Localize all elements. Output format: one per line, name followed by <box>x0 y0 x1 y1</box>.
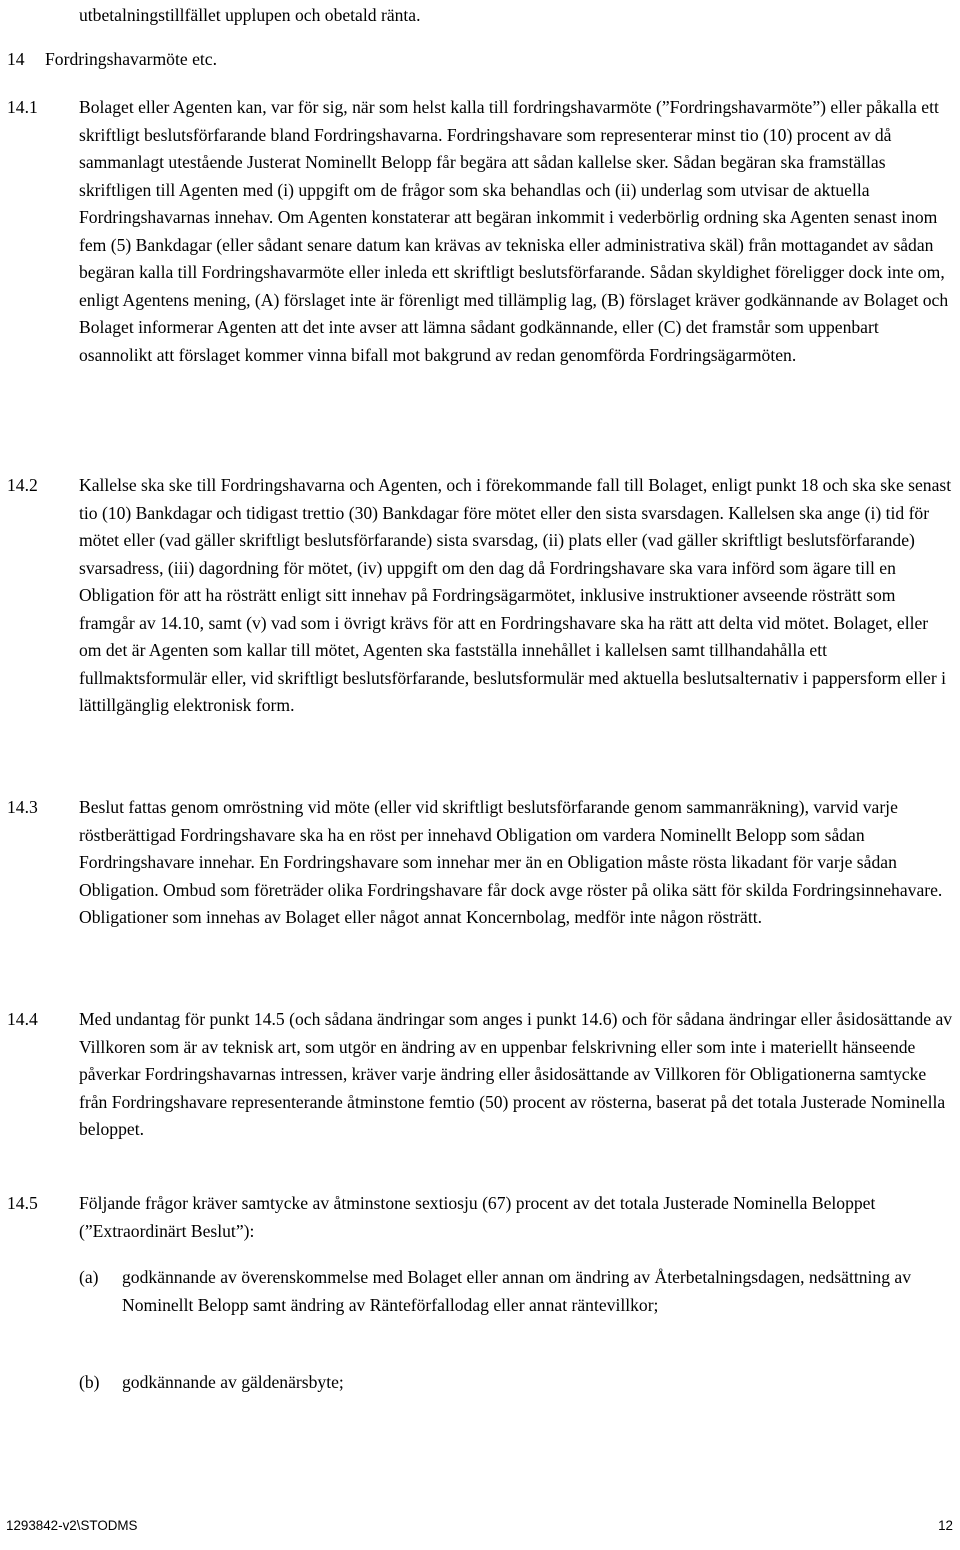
clause-text: Bolaget eller Agenten kan, var för sig, när som helst kalla till fordringshavarmöte (”Fordringshavarmöte”) eller påkalla ett skriftligt beslutsförfarande bland Fordringshavarna. Fordringshavare som representerar minst tio (10) procent av då sammanlagt utestående Justerat Nominellt Belopp får begära att sådan kallelse sker. Sådan begäran ska framställas skriftligen till Agenten med (i) uppgift om de frågor som ska behandlas och (ii) underlag som utvisar de aktuella Fordringshavarnas innehav. Om Agenten konstaterar att begäran inkommit i vederbörlig ordning ska Agenten senast inom fem (5) Bankdagar (eller sådant senare datum kan krävas av tekniska eller administrativa skäl) från mottagandet av sådan begäran kalla till Fordringshavarmöte eller inleda ett skriftligt beslutsförfarande. Sådan skyldighet föreligger dock inte om, enligt Agentens mening, (A) förslaget inte är förenligt med tillämplig lag, (B) förslaget kräver godkännande av Bolaget och Bolaget informerar Agenten att det inte avser att lämna sådant godkännande, eller (C) det framstår som uppenbart osannolikt att förslaget kommer vinna bifall mot bakgrund av redan genomförda Fordringsägarmöten. <box>79 97 949 365</box>
clause-number: 14.1 <box>7 97 38 117</box>
footer-doc-id: 1293842-v2\STODMS <box>6 1518 138 1533</box>
subitem-a <box>79 1264 953 1319</box>
footer-page-number: 12 <box>938 1518 953 1533</box>
section-heading <box>7 46 217 74</box>
subitem-b <box>79 1369 953 1397</box>
clause-number: 14.4 <box>7 1009 38 1029</box>
intro-text: utbetalningstillfället upplupen och obetald ränta. <box>79 5 421 25</box>
clause-text: Följande frågor kräver samtycke av åtminstone sextiosju (67) procent av det totala Justerade Nominella Beloppet (”Extraordinärt Beslut”): <box>79 1193 876 1241</box>
subitem-label: (a) <box>79 1267 99 1287</box>
subitem-text: godkännande av överenskommelse med Bolaget eller annan om ändring av Återbetalningsdagen, nedsättning av Nominellt Belopp samt ändring av Ränteförfallodag eller annat räntevillkor; <box>122 1267 912 1315</box>
section-number: 14 <box>7 49 25 69</box>
clause-14-2 <box>7 472 953 720</box>
clause-14-4 <box>7 1006 953 1144</box>
clause-number: 14.5 <box>7 1193 38 1213</box>
clause-text: Med undantag för punkt 14.5 (och sådana ändringar som anges i punkt 14.6) och för sådana ändringar eller åsidosättande av Villkoren som är av teknisk art, som utgör en ändring av en uppenbar felskrivning eller som inte i materiellt hänseende påverkar Fordringshavarnas intressen, kräver varje ändring eller åsidosättande av Villkoren för Obligationerna samtycke från Fordringshavare representerande åtminstone femtio (50) procent av rösterna, baserat på det totala Justerade Nominella beloppet. <box>79 1009 953 1139</box>
clause-number: 14.3 <box>7 797 38 817</box>
clause-number: 14.2 <box>7 475 38 495</box>
clause-text: Kallelse ska ske till Fordringshavarna och Agenten, och i förekommande fall till Bolaget, enligt punkt 18 och ska ske senast tio (10) Bankdagar och tidigast trettio (30) Bankdagar före mötet eller den sista svarsdagen. Kallelsen ska ange (i) tid för mötet eller (vad gäller skriftligt beslutsförfarande) sista svarsdag, (ii) plats eller (vad gäller skriftligt beslutsförfarande) svarsadress, (iii) dagordning för mötet, (iv) uppgift om den dag då Fordringshavare ska vara införd som ägare till en Obligation för att ha rösträtt enligt sitt innehav på Fordringsägarmötet, inklusive instruktioner avseende rösträtt som framgår av 14.10, samt (v) vad som i övrigt krävs för att en Fordringshavare ska ha rätt att delta vid mötet. Bolaget, eller om det är Agenten som kallar till mötet, Agenten ska fastställa innehållet i kallelsen samt tillhandahålla ett fullmaktsformulär eller, vid skriftligt beslutsförfarande, beslutsformulär med aktuella beslutsalternativ i pappersform eller i lättillgänglig elektronisk form. <box>79 475 952 715</box>
clause-14-5 <box>7 1190 953 1245</box>
clause-14-1 <box>7 94 953 369</box>
subitem-text: godkännande av gäldenärsbyte; <box>122 1372 344 1392</box>
section-title: Fordringshavarmöte etc. <box>45 49 217 69</box>
clause-text: Beslut fattas genom omröstning vid möte (eller vid skriftligt beslutsförfarande genom sammanräkning), varvid varje röstberättigad Fordringshavare ska ha en röst per innehavd Obligation om vardera Nominellt Belopp som sådan Fordringshavare innehar. En Fordringshavare som innehar mer än en Obligation måste rösta likadant för varje sådan Obligation. Ombud som företräder olika Fordringshavare får dock avge röster på olika sätt för skilda Fordringsinnehavare. Obligationer som innehas av Bolaget eller något annat Koncernbolag, medför inte någon rösträtt. <box>79 797 943 927</box>
subitem-label: (b) <box>79 1372 100 1392</box>
clause-14-3 <box>7 794 953 932</box>
